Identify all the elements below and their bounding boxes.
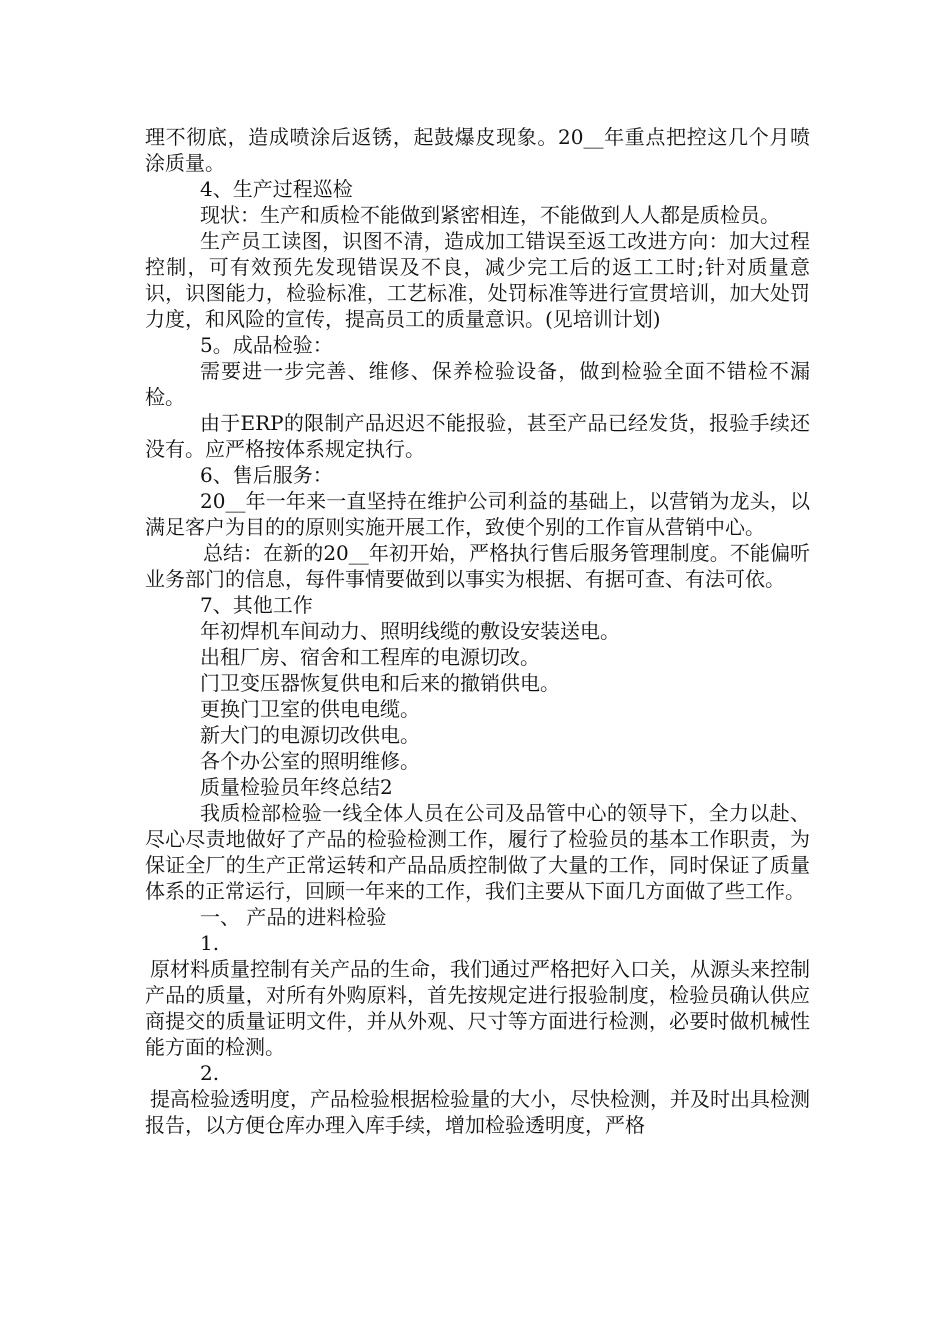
list-item-4: 更换门卫室的供电电缆。 bbox=[200, 697, 420, 721]
document-page bbox=[145, 124, 810, 1138]
paragraph-raw-material: 原材料质量控制有关产品的生命，我们通过严格把好入口关，从源头来控制产品的质量，对所有外购原料，首先按规定进行报验制度，检验员确认供应商提交的质量证明文件，并从外观、尺寸等方面进行检测，必要时做机械性能方面的检测。 bbox=[145, 957, 810, 1059]
heading-after-sales: 6、售后服务： bbox=[200, 463, 333, 487]
section-title: 质量检验员年终总结2 bbox=[200, 775, 393, 799]
item-number-2: 2. bbox=[200, 1061, 220, 1085]
paragraph-equipment: 需要进一步完善、维修、保养检验设备，做到检验全面不错检不漏检。 bbox=[145, 359, 810, 409]
list-item-5: 新大门的电源切改供电。 bbox=[200, 723, 420, 747]
paragraph-summary: 总结：在新的20__年初开始，严格执行售后服务管理制度。不能偏听业务部门的信息，每件事情要做到以事实为根据、有据可查、有法可依。 bbox=[145, 541, 810, 591]
paragraph-erp: 由于ERP的限制产品迟迟不能报验，甚至产品已经发货，报验手续还没有。应严格按体系规定执行。 bbox=[145, 411, 810, 461]
paragraph-after-sales: 20__年一年来一直坚持在维护公司利益的基础上，以营销为龙头，以满足客户为目的的原则实施开展工作，致使个别的工作盲从营销中心。 bbox=[145, 489, 810, 539]
paragraph-transparency: 提高检验透明度，产品检验根据检验量的大小，尽快检测，并及时出具检测报告，以方便仓库办理入库手续，增加检验透明度，严格 bbox=[145, 1087, 810, 1137]
list-item-3: 门卫变压器恢复供电和后来的撤销供电。 bbox=[200, 671, 560, 695]
item-number-1: 1. bbox=[200, 931, 220, 955]
heading-production-inspection: 4、生产过程巡检 bbox=[200, 177, 353, 201]
paragraph-drawing-reading: 生产员工读图，识图不清，造成加工错误至返工改进方向：加大过程控制，可有效预先发现错误及不良，减少完工后的返工工时;针对质量意识，识图能力，检验标准，工艺标准，处罚标准等进行宣贯培训，加大处罚力度，和风险的宣传，提高员工的质量意识。(见培训计划) bbox=[145, 229, 810, 331]
heading-other-work: 7、其他工作 bbox=[200, 593, 313, 617]
heading-finished-product-inspection: 5。成品检验： bbox=[200, 333, 333, 357]
list-item-2: 出租厂房、宿舍和工程库的电源切改。 bbox=[200, 645, 540, 669]
paragraph-intro: 我质检部检验一线全体人员在公司及品管中心的领导下，全力以赴、尽心尽责地做好了产品的检验检测工作，履行了检验员的基本工作职责，为保证全厂的生产正常运转和产品品质控制做了大量的工作，同时保证了质量体系的正常运行，回顾一年来的工作，我们主要从下面几方面做了些工作。 bbox=[145, 801, 810, 903]
paragraph-1: 理不彻底，造成喷涂后返锈，起鼓爆皮现象。20__年重点把控这几个月喷涂质量。 bbox=[145, 125, 810, 175]
list-item-6: 各个办公室的照明维修。 bbox=[200, 749, 420, 773]
heading-incoming-inspection: 一、 产品的进料检验 bbox=[200, 905, 387, 929]
paragraph-status: 现状：生产和质检不能做到紧密相连，不能做到人人都是质检员。 bbox=[200, 203, 780, 227]
list-item-1: 年初焊机车间动力、照明线缆的敷设安装送电。 bbox=[200, 619, 620, 643]
